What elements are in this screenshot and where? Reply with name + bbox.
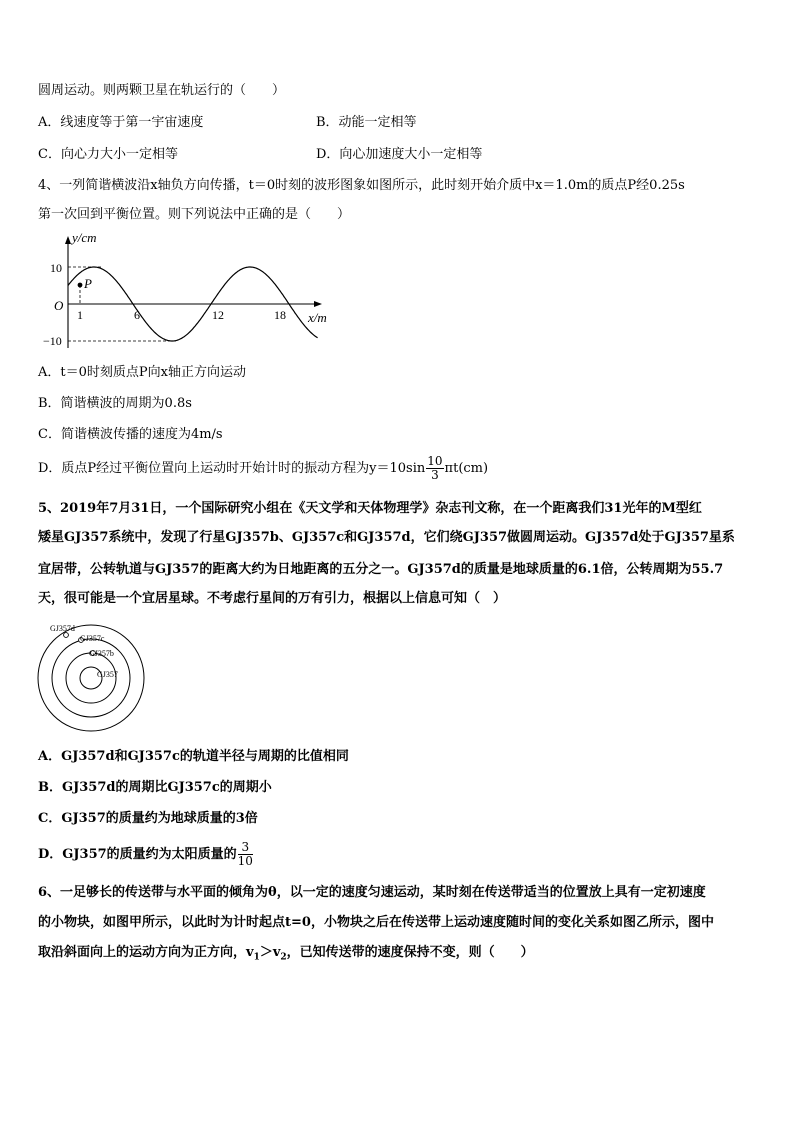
- q6-line3: [38, 944, 534, 967]
- q4-wave-graph: [38, 230, 348, 355]
- q4-stem-line1: 4、一列简谐横波沿x轴负方向传播，t＝0时刻的波形图象如图所示，此时刻开始介质中x＝1.0m的质点P经0.25s: [38, 178, 685, 193]
- q5-line1: 5、2019年7月31日，一个国际研究小组在《天文学和天体物理学》杂志刊文称，在一个距离我们31光年的M型红: [38, 501, 702, 516]
- label-gj357: GJ357: [97, 670, 118, 679]
- origin-label: O: [54, 298, 64, 313]
- q3-tail: 圆周运动。则两颗卫星在轨运行的（ ）: [38, 83, 286, 98]
- q6-line3-post: ，已知传送带的速度保持不变，则（ ）: [286, 945, 534, 960]
- x-axis-arrow: [314, 301, 322, 307]
- q5-option-a: A．GJ357d和GJ357c的轨道半径与周期的比值相同: [38, 749, 349, 764]
- subscript-2: 2: [280, 952, 287, 963]
- label-p: P: [84, 276, 92, 291]
- q3-option-b: B．动能一定相等: [316, 115, 417, 130]
- x-axis-label: x/m: [308, 310, 327, 325]
- x-tick-18: 18: [274, 308, 286, 322]
- q5-option-d: [38, 838, 254, 872]
- y-axis-label: y/cm: [72, 230, 97, 245]
- q5-option-d-fraction: [238, 841, 253, 868]
- q5-orbit-diagram: [36, 620, 166, 740]
- q4-option-d-pre: D．质点P经过平衡位置向上运动时开始计时的振动方程为y＝10sin: [38, 461, 426, 476]
- point-p: [78, 283, 83, 288]
- x-tick-12: 12: [212, 308, 224, 322]
- q3-option-d: D．向心加速度大小一定相等: [316, 147, 483, 162]
- label-gj357b: GJ357b: [89, 649, 114, 658]
- fraction-denominator: 10: [237, 854, 253, 868]
- q6-line2: 的小物块，如图甲所示，以此时为计时起点t=0，小物块之后在传送带上运动速度随时间的变化关系如图乙所示，图中: [38, 915, 714, 930]
- q5-line3: 宜居带，公转轨道与GJ357的距离大约为日地距离的五分之一。GJ357d的质量是地球质量的6.1倍，公转周期为55.7: [38, 562, 724, 577]
- q6-line3-pre: 取沿斜面向上的运动方向为正方向，v: [38, 945, 254, 960]
- fraction-denominator: 3: [431, 468, 439, 482]
- q5-option-c: C．GJ357的质量约为地球质量的3倍: [38, 811, 258, 826]
- q3-option-a: A．线速度等于第一宇宙速度: [38, 115, 204, 130]
- q4-option-d-post: πt(cm): [444, 461, 489, 476]
- label-gj357d: GJ357d: [50, 624, 75, 633]
- q4-option-d-fraction: [426, 455, 443, 482]
- fraction-numerator: 3: [238, 841, 253, 855]
- q4-option-a: A．t＝0时刻质点P向x轴正方向运动: [38, 365, 246, 380]
- subscript-1: 1: [253, 952, 260, 963]
- planet-gj357d: [64, 633, 69, 638]
- fraction-numerator: 10: [427, 454, 443, 468]
- q5-line4: 天，很可能是一个宜居星球。不考虑行星间的万有引力，根据以上信息可知（ ）: [38, 591, 507, 606]
- label-gj357c: GJ357c: [80, 634, 105, 643]
- q4-option-c: C．简谐横波传播的速度为4m/s: [38, 427, 223, 442]
- y-tick-10: 10: [50, 261, 62, 275]
- q4-option-d: [38, 454, 488, 484]
- q6-line3-mid: ＞v: [259, 945, 281, 960]
- x-tick-1: 1: [77, 308, 83, 322]
- q5-option-d-pre: D．GJ357的质量约为太阳质量的: [38, 847, 237, 862]
- q4-option-b: B．简谐横波的周期为0.8s: [38, 396, 192, 411]
- y-axis-arrow: [65, 236, 71, 244]
- q5-option-b: B．GJ357d的周期比GJ357c的周期小: [38, 780, 272, 795]
- q3-option-c: C．向心力大小一定相等: [38, 147, 178, 162]
- q5-line2: 矮星GJ357系统中，发现了行星GJ357b、GJ357c和GJ357d，它们绕GJ357做圆周运动。GJ357d处于GJ357星系: [38, 530, 735, 545]
- x-tick-6: 6: [134, 308, 140, 322]
- q6-line1: 6、一足够长的传送带与水平面的倾角为θ，以一定的速度匀速运动，某时刻在传送带适当的位置放上具有一定初速度: [38, 885, 706, 900]
- y-tick-neg10: −10: [43, 334, 62, 348]
- q4-stem-line2: 第一次回到平衡位置。则下列说法中正确的是（ ）: [38, 207, 351, 222]
